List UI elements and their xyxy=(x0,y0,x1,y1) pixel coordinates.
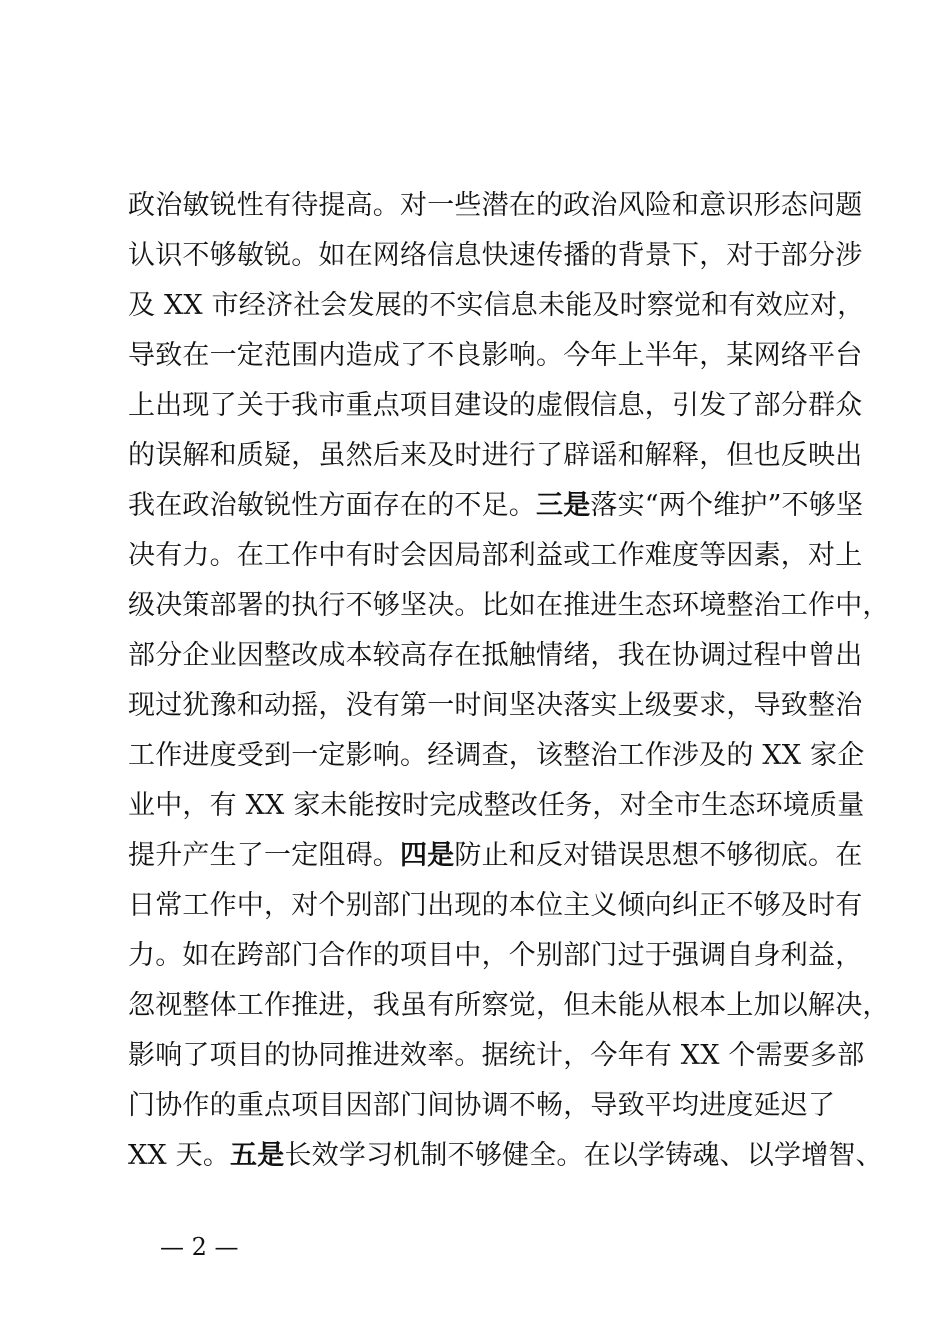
text-line xyxy=(128,531,863,581)
text-line xyxy=(128,231,863,281)
text-segment: 认识不够敏锐。如在网络信息快速传播的背景下，对于部分涉 xyxy=(128,240,863,271)
text-segment: 我在政治敏锐性方面存在的不足。 xyxy=(128,490,536,521)
body-text xyxy=(128,181,890,1181)
bold-heading-marker: 五是 xyxy=(230,1140,285,1171)
text-line xyxy=(128,781,865,831)
text-segment: 门协作的重点项目因部门间协调不畅，导致平均进度延迟了 xyxy=(128,1090,836,1121)
text-segment: 落实“两个维护”不够坚 xyxy=(590,490,864,521)
text-line xyxy=(128,281,865,331)
text-segment: 现过犹豫和动摇，没有第一时间坚决落实上级要求，导致整治 xyxy=(128,690,863,721)
text-line xyxy=(128,681,863,731)
bold-heading-marker: 四是 xyxy=(400,840,455,871)
text-segment: 政治敏锐性有待提高。对一些潜在的政治风险和意识形态问题 xyxy=(128,190,863,221)
text-line xyxy=(128,831,863,881)
text-segment: 日常工作中，对个别部门出现的本位主义倾向纠正不够及时有 xyxy=(128,890,863,921)
text-segment: XX 天。 xyxy=(128,1140,231,1171)
page-number: — 2 — xyxy=(160,1233,239,1261)
text-segment: 部分企业因整改成本较高存在抵触情绪，我在协调过程中曾出 xyxy=(128,640,863,671)
text-line xyxy=(128,181,863,231)
text-segment: 防止和反对错误思想不够彻底。在 xyxy=(454,840,863,871)
text-segment: 决有力。在工作中有时会因局部利益或工作难度等因素，对上 xyxy=(128,540,863,571)
text-segment: 及 XX 市经济社会发展的不实信息未能及时察觉和有效应对， xyxy=(128,290,865,321)
text-segment: 导致在一定范围内造成了不良影响。今年上半年，某网络平台 xyxy=(128,340,863,371)
text-segment: 影响了项目的协同推进效率。据统计，今年有 XX 个需要多部 xyxy=(128,1040,865,1071)
text-segment: 业中，有 XX 家未能按时完成整改任务，对全市生态环境质量 xyxy=(128,790,865,821)
text-line xyxy=(128,631,863,681)
text-line xyxy=(128,981,890,1031)
text-line xyxy=(128,481,864,531)
text-line xyxy=(128,581,890,631)
text-segment: 力。如在跨部门合作的项目中，个别部门过于强调自身利益， xyxy=(128,940,863,971)
text-line xyxy=(128,431,863,481)
text-segment: 提升产生了一定阻碍。 xyxy=(128,840,400,871)
text-line xyxy=(128,731,865,781)
text-line xyxy=(128,1031,865,1081)
text-line xyxy=(128,881,863,931)
text-segment: 忽视整体工作推进，我虽有所察觉，但未能从根本上加以解决， xyxy=(128,990,890,1021)
text-line xyxy=(128,1131,883,1181)
text-segment: 工作进度受到一定影响。经调查，该整治工作涉及的 XX 家企 xyxy=(128,740,865,771)
text-line xyxy=(128,331,863,381)
text-segment: 长效学习机制不够健全。在以学铸魂、以学增智、 xyxy=(284,1140,883,1171)
text-line xyxy=(128,381,863,431)
text-segment: 的误解和质疑，虽然后来及时进行了辟谣和解释，但也反映出 xyxy=(128,440,863,471)
text-line xyxy=(128,931,863,981)
bold-heading-marker: 三是 xyxy=(536,490,591,521)
text-line xyxy=(128,1081,848,1131)
text-segment: 上出现了关于我市重点项目建设的虚假信息，引发了部分群众 xyxy=(128,390,863,421)
text-segment: 级决策部署的执行不够坚决。比如在推进生态环境整治工作中， xyxy=(128,590,890,621)
